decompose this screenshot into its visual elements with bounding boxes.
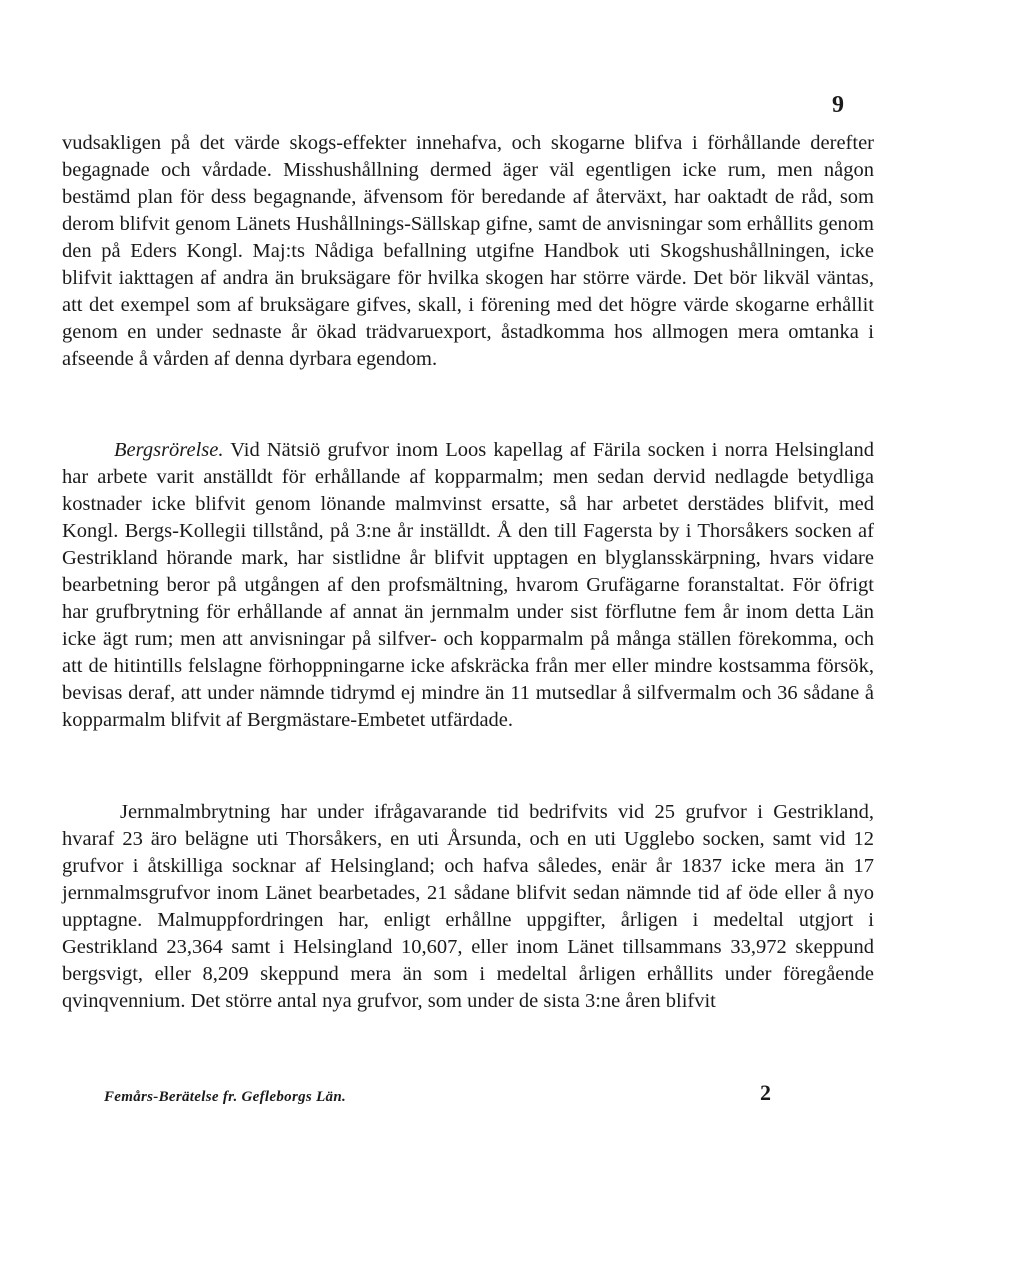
section-lead-heading: Bergsrörelse.	[114, 439, 224, 461]
paragraph-forestry	[62, 130, 874, 373]
paragraph-mining	[62, 437, 874, 734]
paragraph-text: vudsakligen på det värde skogs-effekter innehafva, och skogarne blifva i förhållande derefter begagnade och vårdade. Misshushållning dermed äger väl egentligen icke rum, men någon bestämd plan för dess begagnande, äfvensom för beredande af återväxt, har oaktadt de råd, som derom blifvit genom Länets Hushållnings-Sällskap gifne, samt de anvisningar som erhållits genom den på Eders Kongl. Maj:ts Nådiga befallning utgifne Handbok uti Skogshushållningen, icke blifvit iakttagen af andra än bruksägare för hvilka skogen har större värde. Det bör likväl väntas, att det exempel som af bruksägare gifves, skall, i förening med det högre värde skogarne erhållit genom en under sednaste år ökad trädvaruexport, åstadkomma hos allmogen mera omtanka i afseende å vården af denna dyrbara egendom.	[62, 132, 874, 370]
paragraph-text: Vid Nätsiö grufvor inom Loos kapellag af Färila socken i norra Helsingland har arbete varit anställdt för erhållande af kopparmalm; men sedan dervid nedlagde betydliga kostnader icke blifvit genom lönande malmvinst ersatte, så har arbetet derstädes blifvit, med Kongl. Bergs-Kollegii tillstånd, på 3:ne år inställdt. Å den till Fagersta by i Thorsåkers socken af Gestrikland hörande mark, har sistlidne år blifvit upptagen en blyglansskärpning, hvars vidare bearbetning beror på utgången af den profsmältning, hvarom Grufägarne foranstaltat. För öfrigt har grufbrytning för erhållande af annat än jernmalm under sist förflutne fem år inom detta Län icke ägt rum; men att anvisningar på silfver- och kopparmalm på många ställen förekomma, och att de hitintills felslagne förhoppningarne icke afskräcka från mer eller mindre kostsamma försök, bevisas deraf, att under nämnde tidrymd ej mindre än 11 mutsedlar å silfvermalm och 36 sådane å kopparmalm blifvit af Bergmästare-Embetet utfärdade.	[62, 439, 874, 731]
running-footer: Femårs-Berätelse fr. Gefleborgs Län.	[104, 1089, 347, 1105]
paragraph-text: Jernmalmbrytning har under ifrågavarande tid bedrifvits vid 25 grufvor i Gestrikland, hvaraf 23 äro belägne uti Thorsåkers, en uti Årsunda, och en uti Ugglebo socken, samt vid 12 grufvor i åtskilliga socknar af Helsingland; och hafva således, enär år 1837 icke mera än 17 jernmalmsgrufvor inom Länet bearbetades, 21 sådane blifvit sedan nämnde tid af öde eller å nyo upptagne. Malmuppfordringen har, enligt erhållne uppgifter, årligen i medeltal utgjort i Gestrikland 23,364 samt i Helsingland 10,607, eller inom Länet tillsammans 33,972 skeppund bergsvigt, eller 8,209 skeppund mera än som i medeltal årligen erhållits under föregående qvinqvennium. Det större antal nya grufvor, som under de sista 3:ne åren blifvit	[62, 801, 874, 1012]
paragraph-iron-ore	[62, 799, 874, 1015]
page-number: 9	[832, 92, 844, 118]
signature-mark: 2	[760, 1080, 771, 1105]
